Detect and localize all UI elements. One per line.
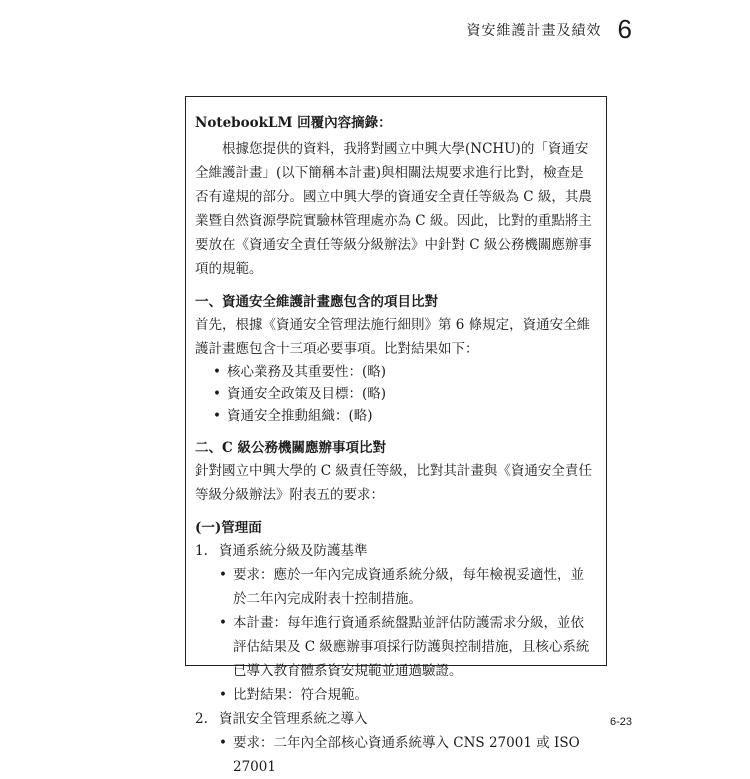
intro-paragraph: 根據您提供的資料，我將對國立中興大學(NCHU)的「資通安全維護計畫」(以下簡稱本計畫)與相關法規要求進行比對，檢查是否有違規的部分。國立中興大學的資通安全責任等級為 C 級，其農業暨自然資源學院實驗林管理處亦為 C 級。因此，比對的重點將主要放在《資通安全責任等級分級辦法》中針對 C 級公務機關應辦事項的規範。: [195, 141, 592, 277]
page-number: 6-23: [609, 716, 632, 728]
list-item: • 本計畫：每年進行資通系統盤點並評估防護需求分級，並依評估結果及 C 級應辦事項採行防護與控制措施，且核心系統已導入教育體系資安規範並通過驗證。: [195, 611, 597, 683]
section1-list: [195, 361, 597, 427]
numbered-item-1: [195, 539, 597, 563]
item-label: 資通系統分級及防護基準: [219, 543, 368, 559]
section1-body: 首先，根據《資通安全管理法施行細則》第 6 條規定，資通安全維護計畫應包含十三項必要事項。比對結果如下：: [195, 317, 591, 357]
list-item: • 資通安全推動組織：(略): [195, 405, 597, 427]
management-subheading: (一)管理面: [195, 520, 262, 536]
item-label: 資訊安全管理系統之導入: [219, 711, 368, 727]
list-item: • 要求：應於一年內完成資通系統分級，每年檢視妥適性，並於二年內完成附表十控制措施。: [195, 563, 597, 611]
list-item: • 資通安全政策及目標：(略): [195, 383, 597, 405]
header-title: 資安維護計畫及績效: [466, 22, 602, 39]
item2-bullets: [195, 731, 597, 779]
item1-bullets: [195, 563, 597, 707]
list-item: • 比對結果：符合規範。: [195, 683, 597, 707]
section2-body: 針對國立中興大學的 C 級責任等級，比對其計畫與《資通安全責任等級分級辦法》附表五的要求：: [195, 463, 592, 503]
list-item: • 要求：二年內全部核心資通系統導入 CNS 27001 或 ISO 27001: [195, 731, 597, 779]
box-title: NotebookLM 回覆內容摘錄：: [195, 115, 392, 131]
notebooklm-excerpt-box: [185, 96, 607, 775]
numbered-item-2: [195, 707, 597, 731]
item-number: 2.: [195, 711, 208, 727]
list-item: • 核心業務及其重要性：(略): [195, 361, 597, 383]
chapter-number: 6: [617, 14, 632, 44]
section1-heading: 一、資通安全維護計畫應包含的項目比對: [195, 294, 438, 310]
section2-heading: 二、C 級公務機關應辦事項比對: [195, 440, 386, 456]
item-number: 1.: [195, 543, 208, 559]
running-header: [467, 14, 632, 45]
